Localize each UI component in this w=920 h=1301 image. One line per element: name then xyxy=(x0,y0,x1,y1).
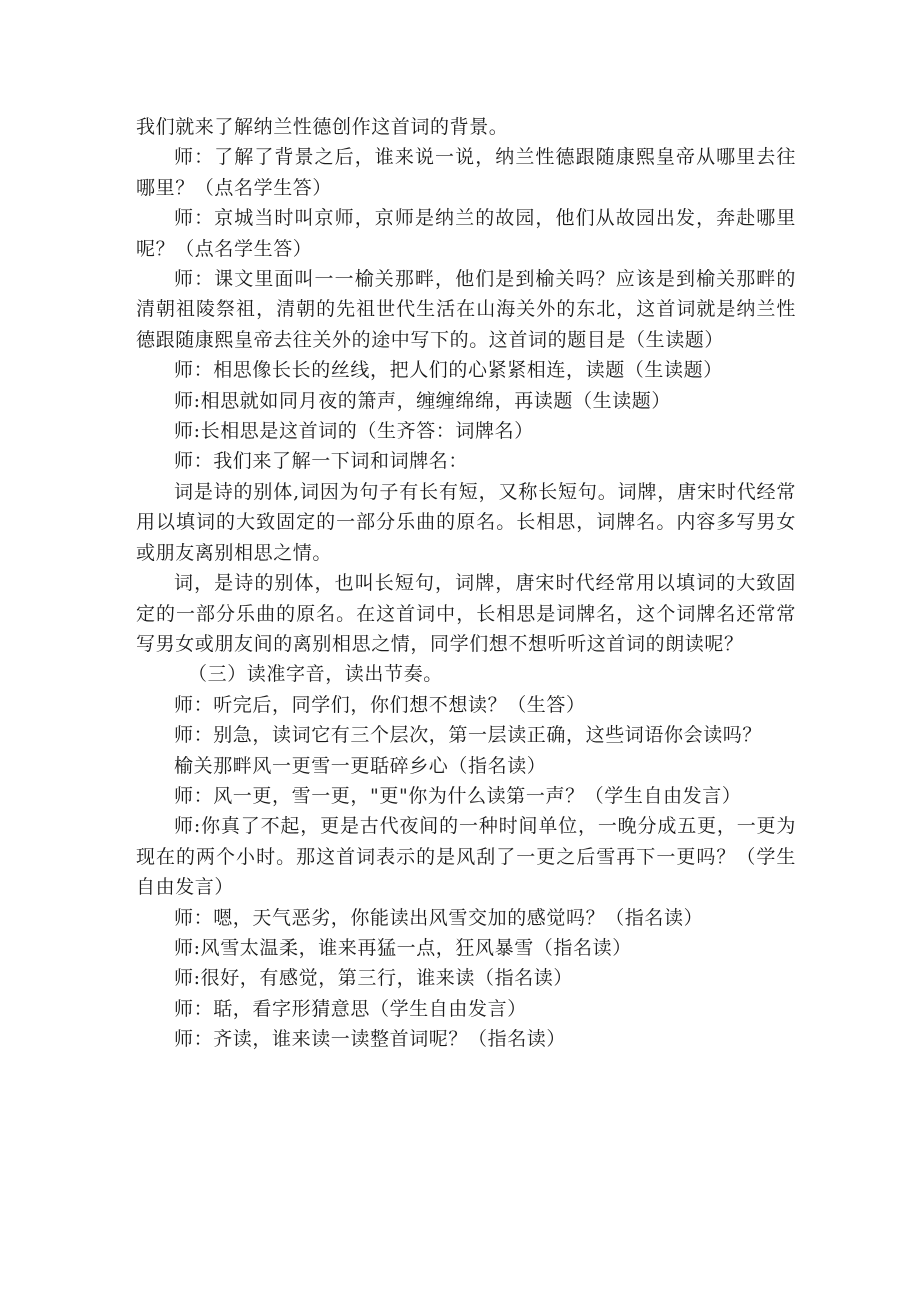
paragraph: 师：我们来了解一下词和词牌名： xyxy=(174,450,469,473)
paragraph: 榆关那畔风一更雪一更聒碎乡心（指名读） xyxy=(174,754,547,777)
document-body xyxy=(136,112,796,1055)
paragraph: 师：聒，看字形猜意思（学生自由发言） xyxy=(174,997,527,1020)
paragraph: 师:长相思是这首词的（生齐答：词牌名） xyxy=(174,420,534,443)
paragraph: 师：相思像长长的丝线，把人们的心紧紧相连，读题（生读题） xyxy=(174,359,723,382)
paragraph: 师：风一更，雪一更，"更"你为什么读第一声？（学生自由发言） xyxy=(174,784,742,807)
paragraph: 师：嗯，天气恶劣，你能读出风雪交加的感觉吗？（指名读） xyxy=(174,906,704,929)
paragraph: 我们就来了解纳兰性德创作这首词的背景。 xyxy=(136,116,509,138)
section-heading: （三）读准字音，读出节奏。 xyxy=(188,663,443,686)
paragraph: 师:很好，有感觉，第三行，谁来读（指名读） xyxy=(174,967,574,990)
paragraph: 师：齐读，谁来读一读整首词呢？（指名读） xyxy=(174,1028,567,1051)
paragraph: 师：听完后，同学们，你们想不想读？（生答） xyxy=(174,693,586,716)
paragraph: 师:相思就如同月夜的箫声，缠缠绵绵，再读题（生读题） xyxy=(174,389,672,412)
paragraph: 师:你真了不起，更是古代夜间的一种时间单位，一晚分成五更，一更为现在的两个小时。那这首词表示的是风刮了一更之后雪再下一更吗？（学生自由发言） xyxy=(136,815,796,899)
paragraph: 词是诗的别体,词因为句子有长有短，又称长短句。词牌，唐宋时代经常用以填词的大致固定的一部分乐曲的原名。长相思，词牌名。内容多写男女或朋友离别相思之情。 xyxy=(136,480,796,564)
paragraph: 师：别急，读词它有三个层次，第一层读正确，这些词语你会读吗？ xyxy=(174,724,763,747)
paragraph: 师：京城当时叫京师，京师是纳兰的故园，他们从故园出发，奔赴哪里呢？（点名学生答） xyxy=(136,207,796,260)
paragraph: 师：了解了背景之后，谁来说一说，纳兰性德跟随康熙皇帝从哪里去往哪里？（点名学生答） xyxy=(136,146,796,199)
paragraph: 词，是诗的别体，也叫长短句，词牌，唐宋时代经常用以填词的大致固定的一部分乐曲的原名。在这首词中，长相思是词牌名，这个词牌名还常常写男女或朋友间的离别相思之情，同学们想不想听听这首词的朗读呢？ xyxy=(136,572,796,655)
paragraph: 师:风雪太温柔，谁来再猛一点，狂风暴雪（指名读） xyxy=(174,936,632,959)
paragraph: 师：课文里面叫一一榆关那畔，他们是到榆关吗？应该是到榆关那畔的清朝祖陵祭祖，清朝的先祖世代生活在山海关外的东北，这首词就是纳兰性德跟随康熙皇帝去往关外的途中写下的。这首词的题目是（生读题） xyxy=(136,268,796,351)
